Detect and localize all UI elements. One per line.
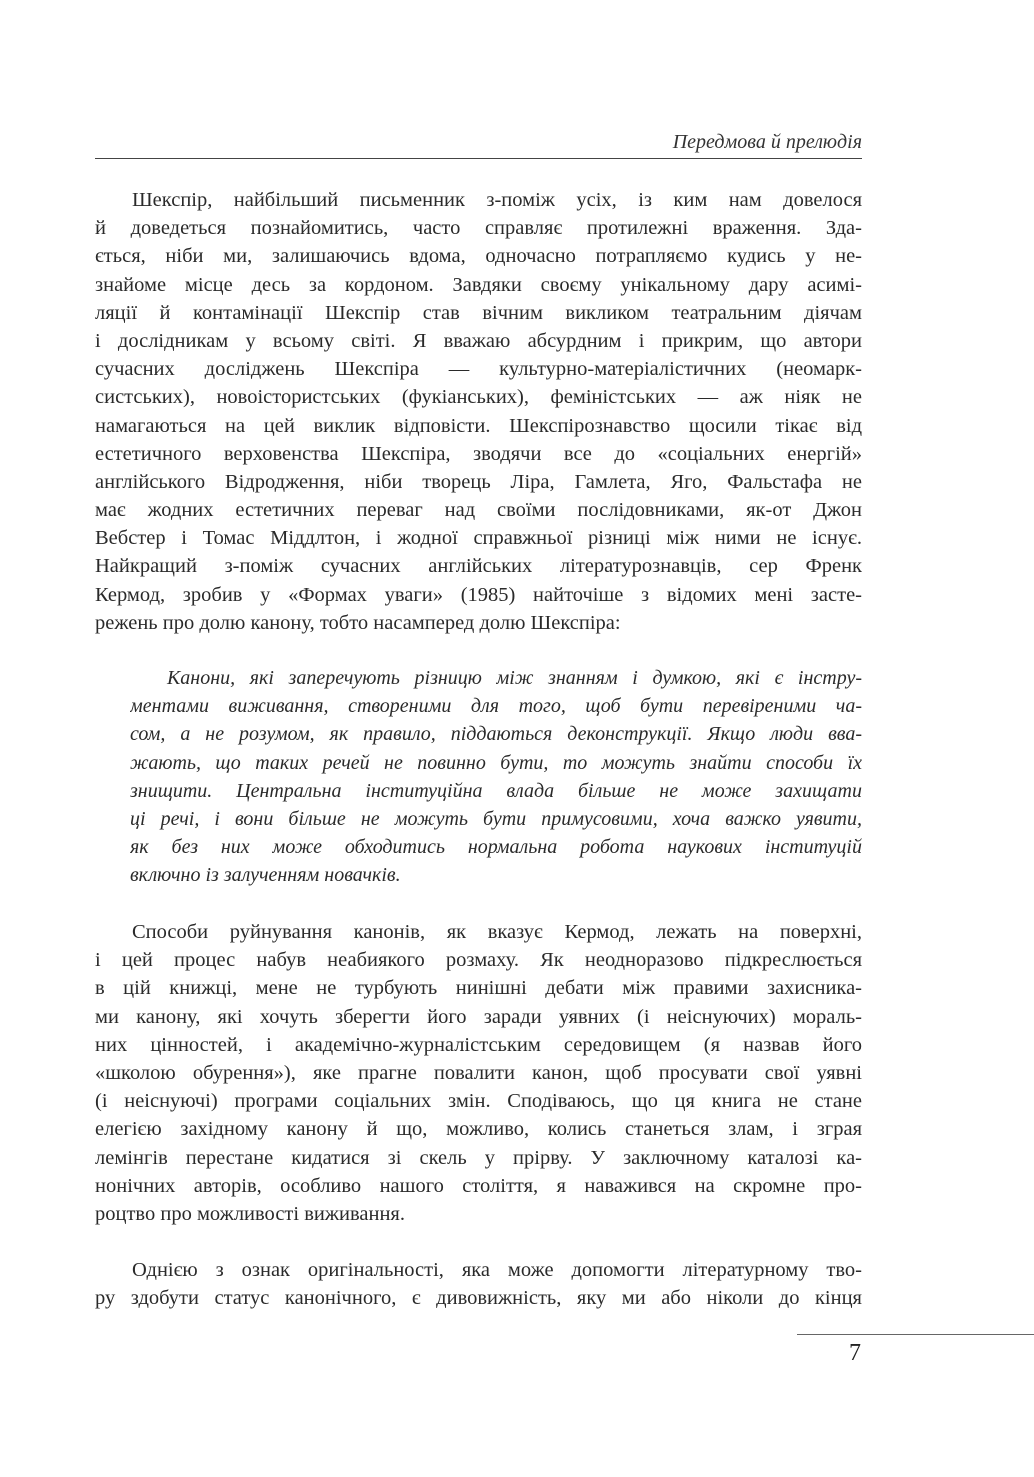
text-line: знищити. Центральна інституційна влада більше не може захищати bbox=[130, 779, 862, 802]
text-line: Кермод, зробив у «Формах уваги» (1985) найточіше з відомих мені засте- bbox=[95, 583, 862, 606]
text-line: і дослідникам у всьому світі. Я вважаю абсурдним і прикрим, що автори bbox=[95, 329, 862, 352]
text-line: роцтво про можливості виживання. bbox=[95, 1202, 405, 1225]
text-line: й доведеться познайомитись, часто справляє протилежні враження. Зда- bbox=[95, 217, 862, 240]
text-line: систських), новоістористських (фукіанських), феміністських — аж ніяк не bbox=[95, 386, 862, 409]
text-line: Однією з ознак оригінальності, яка може допомогти літературному тво- bbox=[132, 1259, 862, 1281]
paragraph-2 bbox=[95, 918, 862, 1228]
block-quote bbox=[130, 664, 862, 890]
paragraph-1 bbox=[95, 186, 862, 637]
text-line: «школою обурення»), яке прагне повалити канон, щоб просувати свої уявні bbox=[95, 1061, 862, 1084]
text-line: Способи руйнування канонів, як вказує Кермод, лежать на поверхні, bbox=[132, 921, 862, 943]
text-line: ється, ніби ми, залишаючись вдома, одночасно потрапляємо кудись у не- bbox=[95, 245, 862, 268]
running-head-title: Передмова й прелюдія bbox=[672, 131, 862, 153]
page-number: 7 bbox=[849, 1340, 861, 1366]
text-line: англійського Відродження, ніби творець Ліра, Гамлета, Яго, Фальстафа не bbox=[95, 470, 862, 493]
text-line: Шекспір, найбільший письменник з-поміж усіх, із ким нам довелося bbox=[132, 189, 862, 211]
text-line: знайоме місце десь за кордоном. Завдяки своєму унікальному дару асимі- bbox=[95, 273, 862, 296]
text-line: сучасних досліджень Шекспіра — культурно-матеріалістичних (неомарк- bbox=[95, 358, 862, 381]
text-line: намагаються на цей виклик відповісти. Шекспірознавство щосили тікає від bbox=[95, 414, 862, 437]
text-line: ми канону, які хочуть зберегти його заради уявних (і неіснуючих) мораль- bbox=[95, 1005, 862, 1028]
text-line: режень про долю канону, тобто насамперед долю Шекспіра: bbox=[95, 611, 621, 634]
text-line: них цінностей, і академічно-журналістським середовищем (я назвав його bbox=[95, 1033, 862, 1056]
text-line: в цій книжці, мене не турбують нинішні дебати між правими захисника- bbox=[95, 977, 862, 1000]
text-line: ці речі, і вони більше не можуть бути примусовими, хоча важко уявити, bbox=[130, 807, 862, 830]
text-line: сом, а не розумом, як правило, піддаються деконструкції. Якщо люди вва- bbox=[130, 723, 862, 746]
text-line: естетичного верховенства Шекспіра, зводячи все до «соціальних енергій» bbox=[95, 442, 862, 465]
footer-rule bbox=[797, 1334, 1034, 1335]
text-line: ру здобути статус канонічного, є дивовижність, яку ми або ніколи до кінця bbox=[95, 1287, 862, 1310]
header-rule bbox=[95, 158, 862, 159]
text-line: ляції й контамінації Шекспір став вічним викликом театральним діячам bbox=[95, 301, 862, 324]
text-line: Найкращий з-поміж сучасних англійських літературознавців, сер Френк bbox=[95, 555, 862, 578]
text-line: Канони, які заперечують різницю між знанням і думкою, які є інстру- bbox=[167, 667, 862, 689]
text-line: включно із залученням новачків. bbox=[130, 864, 401, 887]
text-line: (і неіснуючі) програми соціальних змін. Сподіваюсь, що ця книга не стане bbox=[95, 1090, 862, 1113]
text-line: Вебстер і Томас Міддлтон, і жодної справжньої різниці між ними не існує. bbox=[95, 527, 862, 550]
text-line: має жодних естетичних переваг над своїми послідовниками, як-от Джон bbox=[95, 499, 862, 522]
text-line: нонічних авторів, особливо нашого століття, я наважився на скромне про- bbox=[95, 1174, 862, 1197]
text-line: як без них може обходитись нормальна робота наукових інституцій bbox=[130, 836, 862, 859]
paragraph-3 bbox=[95, 1256, 862, 1312]
text-line: і цей процес набув неабиякого розмаху. Як неодноразово підкреслюється bbox=[95, 949, 862, 972]
text-line: лемінгів перестане кидатися зі скель у прірву. У заключному каталозі ка- bbox=[95, 1146, 862, 1169]
text-line: жають, що таких речей не повинно бути, то можуть знайти способи їх bbox=[130, 751, 862, 774]
text-line: ментами виживання, створеними для того, щоб бути перевіреними ча- bbox=[130, 695, 862, 718]
text-line: елегією західному канону й що, можливо, колись станеться злам, і зграя bbox=[95, 1118, 862, 1141]
